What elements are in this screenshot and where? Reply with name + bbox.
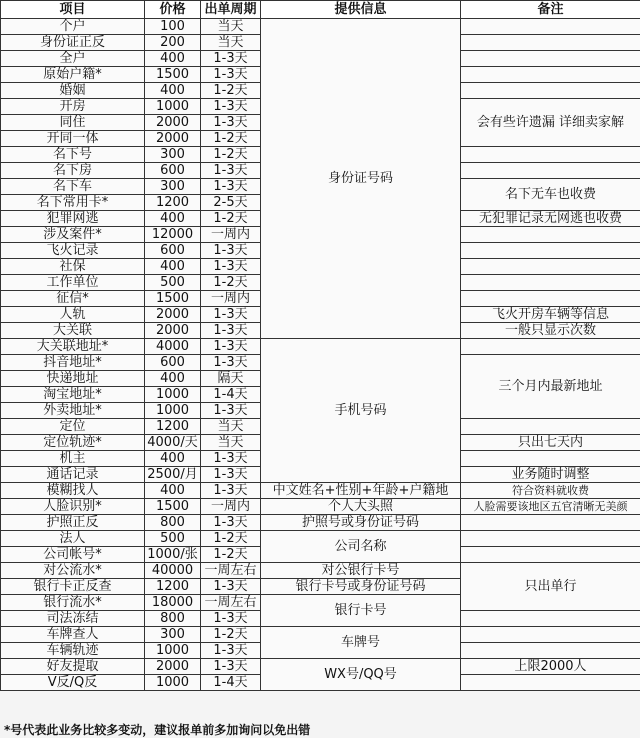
cell-time: 1-3天: [201, 259, 261, 275]
cell-info-avatar: 个人大头照: [261, 499, 461, 515]
cell-info-name-gender-age: 中文姓名+性别+年龄+户籍地: [261, 483, 461, 499]
cell-price: 2000: [145, 659, 201, 675]
cell-info-bank-card: 银行卡号: [261, 595, 461, 627]
cell-time: 一周左右: [201, 563, 261, 579]
cell-item: 名下房: [1, 163, 145, 179]
cell-item: 名下号: [1, 147, 145, 163]
cell-note-count-only: 一般只显示次数: [461, 323, 640, 339]
cell-item: 人脸识别*: [1, 499, 145, 515]
cell-note-empty: [461, 51, 640, 67]
cell-note-empty: [461, 643, 640, 659]
cell-item: 对公流水*: [1, 563, 145, 579]
cell-info-wx-qq: WX号/QQ号: [261, 659, 461, 691]
cell-item: 车辆轨迹: [1, 643, 145, 659]
cell-item: 银行卡正反查: [1, 579, 145, 595]
cell-item: 抖音地址*: [1, 355, 145, 371]
cell-item: 工作单位: [1, 275, 145, 291]
cell-item: 司法冻结: [1, 611, 145, 627]
cell-price: 1000: [145, 675, 201, 691]
cell-time: 1-3天: [201, 99, 261, 115]
cell-time: 1-4天: [201, 387, 261, 403]
cell-item: 个户: [1, 19, 145, 35]
cell-note-recent-address: 三个月内最新地址: [461, 355, 640, 419]
cell-note-no-record: 无犯罪记录无网逃也收费: [461, 211, 640, 227]
cell-price: 4000: [145, 339, 201, 355]
cell-price: 300: [145, 627, 201, 643]
cell-note-empty: [461, 547, 640, 563]
table-row: [1, 563, 640, 579]
table-row: [1, 531, 640, 547]
cell-time: 1-2天: [201, 275, 261, 291]
cell-price: 500: [145, 275, 201, 291]
cell-item: 人轨: [1, 307, 145, 323]
cell-price: 800: [145, 611, 201, 627]
cell-note-empty: [461, 339, 640, 355]
cell-note-fire-open: 飞火开房车辆等信息: [461, 307, 640, 323]
cell-note-face: 人脸需要该地区五官清晰无美颜: [461, 499, 640, 515]
cell-time: 1-2天: [201, 547, 261, 563]
cell-note-empty: [461, 83, 640, 99]
header-note: 备注: [461, 1, 640, 19]
cell-time: 1-3天: [201, 163, 261, 179]
cell-time: 1-2天: [201, 627, 261, 643]
cell-price: 800: [145, 515, 201, 531]
cell-item: 法人: [1, 531, 145, 547]
cell-note-empty: [461, 675, 640, 691]
cell-price: 4000/天: [145, 435, 201, 451]
cell-item: 定位轨迹*: [1, 435, 145, 451]
cell-item: 模糊找人: [1, 483, 145, 499]
cell-price: 2000: [145, 307, 201, 323]
cell-time: 1-3天: [201, 67, 261, 83]
cell-time: 一周左右: [201, 595, 261, 611]
cell-price: 1000: [145, 643, 201, 659]
cell-time: 1-3天: [201, 323, 261, 339]
cell-item: 护照正反: [1, 515, 145, 531]
cell-time: 当天: [201, 435, 261, 451]
cell-note-empty: [461, 147, 640, 163]
cell-price: 400: [145, 211, 201, 227]
cell-time: 1-3天: [201, 51, 261, 67]
cell-price: 1200: [145, 579, 201, 595]
cell-time: 1-2天: [201, 531, 261, 547]
cell-note-charge-if-match: 符合资料就收费: [461, 483, 640, 499]
cell-price: 600: [145, 163, 201, 179]
cell-item: 身份证正反: [1, 35, 145, 51]
cell-price: 1000/张: [145, 547, 201, 563]
table-row: [1, 19, 640, 35]
cell-item: 名下常用卡*: [1, 195, 145, 211]
cell-note-empty: [461, 531, 640, 547]
cell-time: 1-3天: [201, 179, 261, 195]
cell-time: 1-3天: [201, 643, 261, 659]
cell-info-id-number: 身份证号码: [261, 19, 461, 339]
cell-time: 2-5天: [201, 195, 261, 211]
cell-time: 当天: [201, 419, 261, 435]
cell-time: 1-2天: [201, 147, 261, 163]
cell-time: 一周内: [201, 291, 261, 307]
cell-note-empty: [461, 451, 640, 467]
table-row: [1, 515, 640, 531]
cell-price: 1500: [145, 67, 201, 83]
cell-price: 600: [145, 243, 201, 259]
cell-note-no-car: 名下无车也收费: [461, 179, 640, 211]
cell-price: 1000: [145, 403, 201, 419]
cell-note-empty: [461, 67, 640, 83]
cell-price: 1500: [145, 291, 201, 307]
cell-time: 1-3天: [201, 483, 261, 499]
cell-time: 1-3天: [201, 579, 261, 595]
cell-price: 1000: [145, 387, 201, 403]
cell-note-seven-days: 只出七天内: [461, 435, 640, 451]
cell-price: 400: [145, 259, 201, 275]
cell-time: 当天: [201, 35, 261, 51]
cell-item: 开房: [1, 99, 145, 115]
cell-item: 大关联地址*: [1, 339, 145, 355]
cell-price: 400: [145, 83, 201, 99]
cell-price: 2000: [145, 323, 201, 339]
header-info: 提供信息: [261, 1, 461, 19]
cell-note-empty: [461, 227, 640, 243]
cell-note-empty: [461, 259, 640, 275]
cell-info-corporate-card: 对公银行卡号: [261, 563, 461, 579]
cell-price: 500: [145, 531, 201, 547]
cell-item: 开同一体: [1, 131, 145, 147]
cell-time: 1-2天: [201, 211, 261, 227]
cell-note-empty: [461, 35, 640, 51]
cell-note-empty: [461, 419, 640, 435]
cell-note-empty: [461, 19, 640, 35]
cell-note-empty: [461, 611, 640, 627]
table-header-row: [1, 1, 640, 19]
cell-item: 机主: [1, 451, 145, 467]
cell-item: 淘宝地址*: [1, 387, 145, 403]
cell-price: 2000: [145, 131, 201, 147]
cell-time: 1-3天: [201, 659, 261, 675]
cell-item: 征信*: [1, 291, 145, 307]
cell-time: 1-3天: [201, 339, 261, 355]
cell-item: 快递地址: [1, 371, 145, 387]
cell-time: 1-3天: [201, 467, 261, 483]
cell-item: 好友提取: [1, 659, 145, 675]
cell-time: 1-3天: [201, 115, 261, 131]
table-row: [1, 627, 640, 643]
cell-info-bank-or-id: 银行卡号或身份证号码: [261, 579, 461, 595]
cell-item: 通话记录: [1, 467, 145, 483]
cell-price: 1500: [145, 499, 201, 515]
cell-info-plate: 车牌号: [261, 627, 461, 659]
cell-time: 1-3天: [201, 355, 261, 371]
cell-item: 车牌查人: [1, 627, 145, 643]
footer-note: *号代表此业务比较多变动，建议报单前多加询问以免出错: [4, 721, 310, 738]
cell-price: 200: [145, 35, 201, 51]
table-row: [1, 659, 640, 675]
cell-time: 1-2天: [201, 83, 261, 99]
cell-time: 1-3天: [201, 515, 261, 531]
cell-price: 400: [145, 451, 201, 467]
cell-item: 原始户籍*: [1, 67, 145, 83]
cell-item: 社保: [1, 259, 145, 275]
cell-price: 600: [145, 355, 201, 371]
cell-item: 飞火记录: [1, 243, 145, 259]
cell-item: 大关联: [1, 323, 145, 339]
cell-note-empty: [461, 627, 640, 643]
cell-item: 犯罪网逃: [1, 211, 145, 227]
cell-price: 40000: [145, 563, 201, 579]
cell-info-passport-or-id: 护照号或身份证号码: [261, 515, 461, 531]
cell-price: 1200: [145, 419, 201, 435]
cell-note-empty: [461, 275, 640, 291]
table-row: [1, 339, 640, 355]
cell-price: 1200: [145, 195, 201, 211]
cell-item: 同住: [1, 115, 145, 131]
cell-info-company-name: 公司名称: [261, 531, 461, 563]
cell-item: V反/Q反: [1, 675, 145, 691]
cell-item: 涉及案件*: [1, 227, 145, 243]
cell-price: 1000: [145, 99, 201, 115]
cell-price: 2500/月: [145, 467, 201, 483]
cell-note-empty: [461, 163, 640, 179]
cell-price: 100: [145, 19, 201, 35]
cell-item: 银行流水*: [1, 595, 145, 611]
cell-time: 一周内: [201, 499, 261, 515]
cell-item: 定位: [1, 419, 145, 435]
cell-price: 400: [145, 483, 201, 499]
cell-time: 1-3天: [201, 243, 261, 259]
table-row: [1, 499, 640, 515]
cell-note-limit: 上限2000人: [461, 659, 640, 675]
cell-price: 400: [145, 51, 201, 67]
cell-info-phone-number: 手机号码: [261, 339, 461, 483]
cell-note-single-only: 只出单行: [461, 563, 640, 611]
cell-item: 全户: [1, 51, 145, 67]
cell-item: 婚姻: [1, 83, 145, 99]
cell-item: 公司帐号*: [1, 547, 145, 563]
cell-time: 1-3天: [201, 611, 261, 627]
cell-note-omissions: 会有些许遗漏 详细卖家解: [461, 99, 640, 147]
table-row: [1, 483, 640, 499]
cell-time: 1-3天: [201, 307, 261, 323]
cell-time: 隔天: [201, 371, 261, 387]
cell-time: 1-3天: [201, 403, 261, 419]
cell-item: 名下车: [1, 179, 145, 195]
cell-note-empty: [461, 291, 640, 307]
cell-note-empty: [461, 243, 640, 259]
header-price: 价格: [145, 1, 201, 19]
header-item: 项目: [1, 1, 145, 19]
cell-note-empty: [461, 515, 640, 531]
cell-price: 2000: [145, 115, 201, 131]
cell-price: 400: [145, 371, 201, 387]
cell-time: 1-2天: [201, 131, 261, 147]
cell-time: 一周内: [201, 227, 261, 243]
cell-note-adjust: 业务随时调整: [461, 467, 640, 483]
cell-price: 18000: [145, 595, 201, 611]
cell-price: 300: [145, 179, 201, 195]
cell-price: 12000: [145, 227, 201, 243]
cell-price: 300: [145, 147, 201, 163]
cell-time: 当天: [201, 19, 261, 35]
header-time: 出单周期: [201, 1, 261, 19]
cell-time: 1-4天: [201, 675, 261, 691]
cell-time: 1-3天: [201, 451, 261, 467]
cell-item: 外卖地址*: [1, 403, 145, 419]
